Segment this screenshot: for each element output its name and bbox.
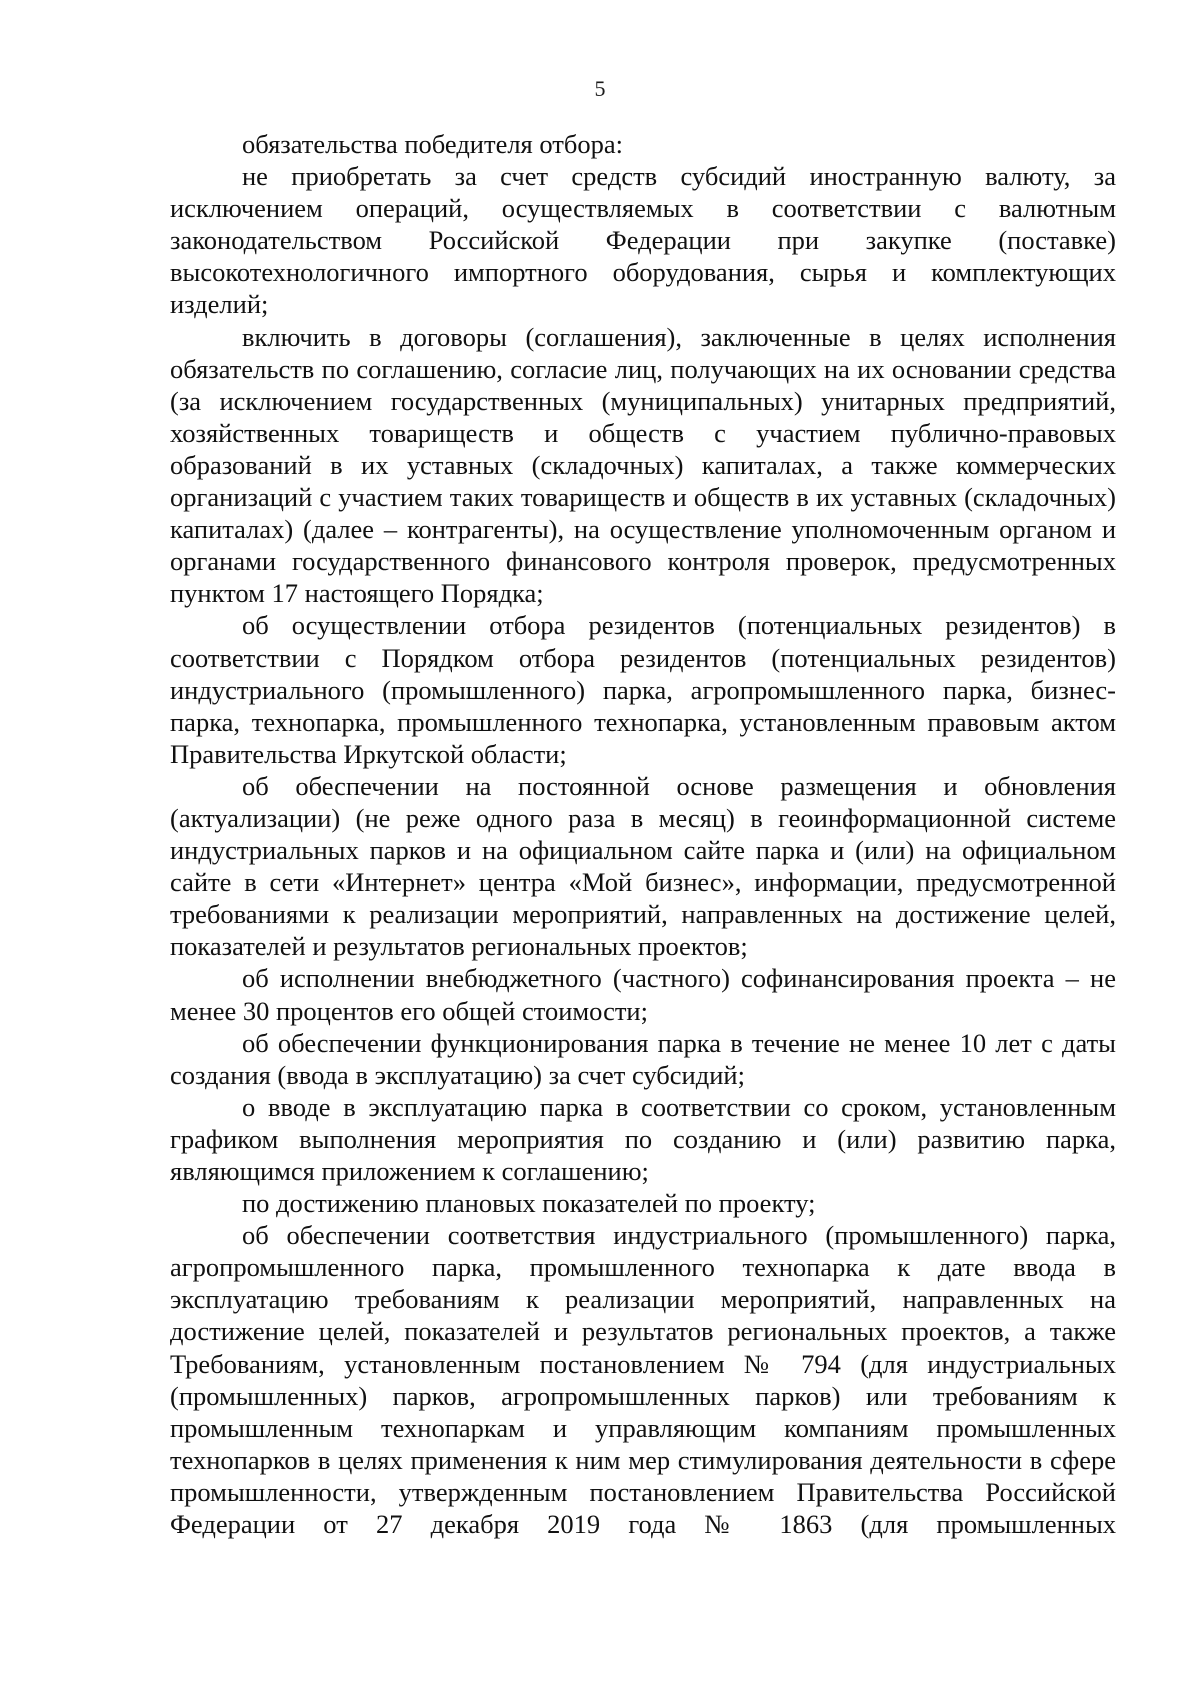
- paragraph-information-publication: об обеспечении на постоянной основе размещения и обновления (актуализации) (не реже одного раза в месяц) в геоинформационной системе индустриальных парков и на официальном сайте парка и (или) на официальном сайте в сети «Интернет» центра «Мой бизнес», информации, предусмотренной требованиями к реализации мероприятий, направленных на достижение целей, показателей и результатов региональных проектов;: [170, 770, 1116, 962]
- paragraph-commissioning: о вводе в эксплуатацию парка в соответствии со сроком, установленным графиком выполнения мероприятия по созданию и (или) развитию парка, являющимся приложением к соглашению;: [170, 1091, 1116, 1186]
- paragraph-resident-selection: об осуществлении отбора резидентов (потенциальных резидентов) в соответствии с Порядком отбора резидентов (потенциальных резидентов) индустриального (промышленного) парка, агропромышленного парка, бизнес-парка, технопарка, промышленного технопарка, установленным правовым актом Правительства Иркутской области;: [170, 610, 1116, 769]
- document-body: [170, 128, 1116, 1540]
- paragraph-park-operation: об обеспечении функционирования парка в течение не менее 10 лет с даты создания (ввода в эксплуатацию) за счет субсидий;: [170, 1027, 1116, 1090]
- paragraph-contractor-consent: включить в договоры (соглашения), заключенные в целях исполнения обязательств по соглашению, согласие лиц, получающих на их основании средства (за исключением государственных (муниципальных) унитарных предприятий, хозяйственных товариществ и обществ с участием публично-правовых образований в их уставных (складочных) капиталах, а также коммерческих организаций с участием таких товариществ и обществ в их уставных (складочных) капиталах) (далее – контрагенты), на осуществление уполномоченным органом и органами государственного финансового контроля проверок, предусмотренных пунктом 17 настоящего Порядка;: [170, 321, 1116, 609]
- paragraph-planned-indicators: по достижению плановых показателей по проекту;: [242, 1188, 816, 1219]
- paragraph-foreign-currency: не приобретать за счет средств субсидий иностранную валюту, за исключением операций, осуществляемых в соответствии с валютным законодательством Российской Федерации при закупке (поставке) высокотехнологичного импортного оборудования, сырья и комплектующих изделий;: [170, 161, 1116, 320]
- page-number: 5: [594, 76, 606, 101]
- paragraph-obligations-heading: обязательства победителя отбора:: [242, 129, 623, 159]
- paragraph-requirements-compliance: об обеспечении соответствия индустриального (промышленного) парка, агропромышленного парка, промышленного технопарка к дате ввода в эксплуатацию требованиям к реализации мероприятий, направленных на достижение целей, показателей и результатов региональных проектов, а также Требованиям, установленным постановлением № 794 (для индустриальных (промышленных) парков, агропромышленных парков) или требованиям к промышленным технопаркам и управляющим компаниям промышленных технопарков в целях применения к ним мер стимулирования деятельности в сфере промышленности, утвержденным постановлением Правительства Российской Федерации от 27 декабря 2019 года № 1863 (для промышленных: [170, 1220, 1116, 1540]
- paragraph-cofinancing: об исполнении внебюджетного (частного) софинансирования проекта – не менее 30 процентов его общей стоимости;: [170, 963, 1116, 1026]
